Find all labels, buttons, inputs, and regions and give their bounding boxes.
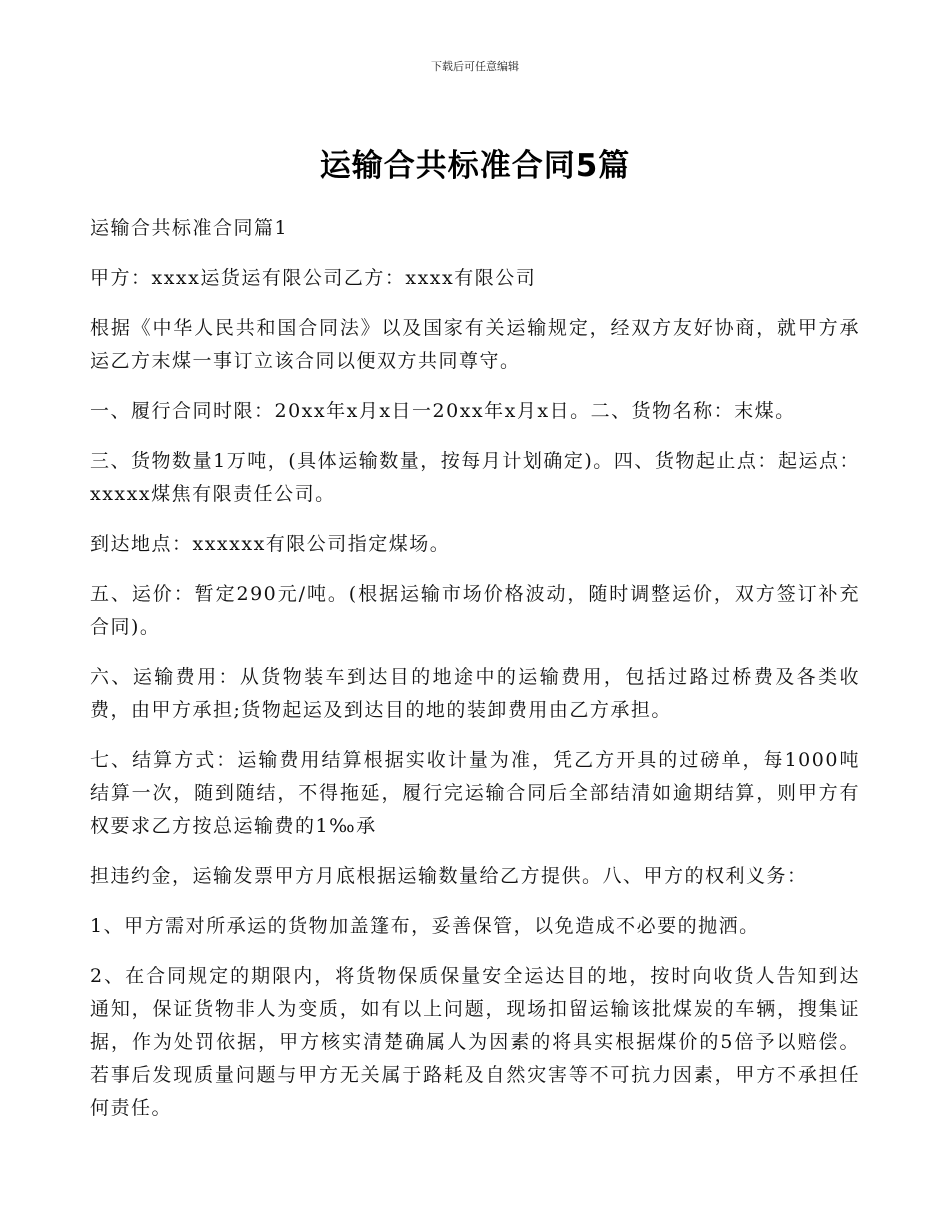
body-paragraph: 2、在合同规定的期限内，将货物保质保量安全运达目的地，按时向收货人告知到达通知，保证货物非人为变质，如有以上问题，现场扣留运输该批煤炭的车辆，搜集证据，作为处罚依据，甲方核实清楚确属人为因素的将具实根据煤价的5倍予以赔偿。若事后发现质量问题与甲方无关属于路耗及自然灾害等不可抗力因素，甲方不承担任何责任。 bbox=[90, 965, 860, 1119]
body-paragraph: 担违约金，运输发票甲方月底根据运输数量给乙方提供。八、甲方的权利义务： bbox=[90, 865, 808, 887]
body-paragraph: 三、货物数量1万吨，(具体运输数量，按每月计划确定)。四、货物起止点：起运点：xxxxx煤焦有限责任公司。 bbox=[90, 450, 860, 505]
body-paragraph: 一、履行合同时限：20xx年x月x日一20xx年x月x日。二、货物名称：末煤。 bbox=[90, 400, 796, 422]
parties-line: 甲方：xxxx运货运有限公司乙方：xxxx有限公司 bbox=[90, 267, 537, 289]
document-title: 运输合共标准合同5篇 bbox=[319, 148, 631, 184]
body-paragraph: 1、甲方需对所承运的货物加盖篷布，妥善保管，以免造成不必要的抛洒。 bbox=[90, 915, 760, 937]
document-body bbox=[90, 212, 860, 1142]
body-paragraph: 根据《中华人民共和国合同法》以及国家有关运输规定，经双方友好协商，就甲方承运乙方末煤一事订立该合同以便双方共同尊守。 bbox=[90, 317, 860, 372]
body-paragraph: 五、运价：暂定290元/吨。(根据运输市场价格波动，随时调整运价，双方签订补充合同)。 bbox=[90, 583, 860, 638]
body-paragraph: 七、结算方式：运输费用结算根据实收计量为准，凭乙方开具的过磅单，每1000吨结算一次，随到随结，不得拖延，履行完运输合同后全部结清如逾期结算，则甲方有权要求乙方按总运输费的1‰承 bbox=[90, 749, 860, 837]
header-note: 下载后可任意编辑 bbox=[431, 60, 519, 73]
body-paragraph: 六、运输费用：从货物装车到达目的地途中的运输费用，包括过路过桥费及各类收费，由甲方承担;货物起运及到达目的地的装卸费用由乙方承担。 bbox=[90, 666, 860, 721]
body-paragraph: 到达地点：xxxxxx有限公司指定煤场。 bbox=[90, 533, 451, 555]
section-heading: 运输合共标准合同篇1 bbox=[90, 217, 289, 239]
